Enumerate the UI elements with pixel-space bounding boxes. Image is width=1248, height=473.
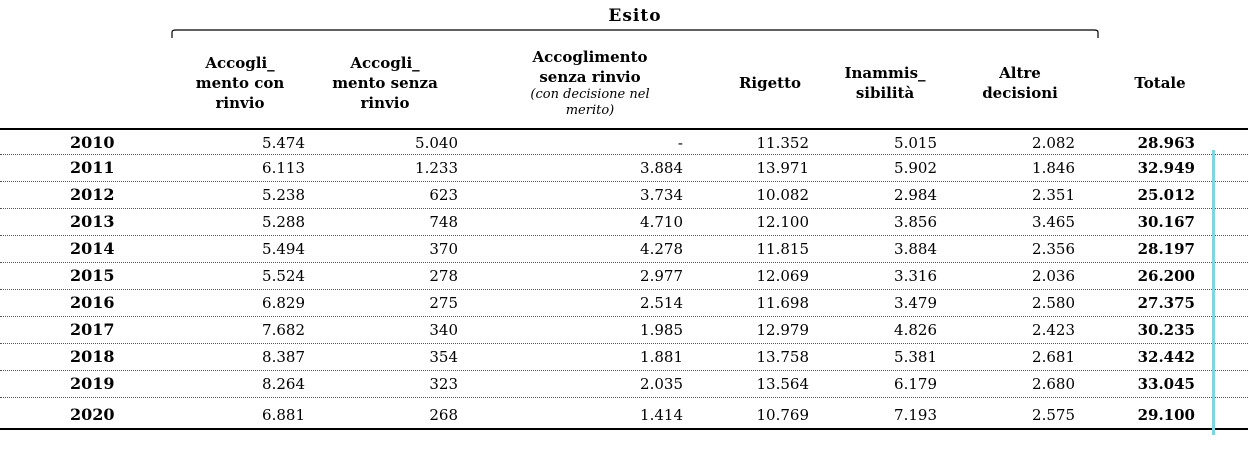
cell-con-rinvio: 7.682 bbox=[262, 321, 305, 339]
row-year: 2011 bbox=[70, 158, 115, 177]
cell-inammissibilita: 5.381 bbox=[894, 348, 937, 366]
cell-inammissibilita: 3.479 bbox=[894, 294, 937, 312]
cell-con-rinvio: 5.238 bbox=[262, 186, 305, 204]
cell-totale: 33.045 bbox=[1137, 375, 1195, 393]
table-title-text: Esito bbox=[608, 6, 662, 26]
table-row bbox=[0, 182, 1248, 209]
cell-senza-rinvio: 370 bbox=[429, 240, 458, 258]
right-accent-line bbox=[1212, 150, 1215, 435]
cell-inammissibilita: 5.902 bbox=[894, 159, 937, 177]
col-header-line: rinvio bbox=[215, 94, 265, 112]
table-row bbox=[0, 317, 1248, 344]
table-row bbox=[0, 128, 1248, 155]
cell-merito: 3.734 bbox=[640, 186, 683, 204]
col-header-line: mento con bbox=[195, 74, 285, 92]
cell-totale: 29.100 bbox=[1137, 406, 1195, 424]
cell-merito: 2.977 bbox=[640, 267, 683, 285]
cell-con-rinvio: 6.829 bbox=[262, 294, 305, 312]
cell-con-rinvio: 8.264 bbox=[262, 375, 305, 393]
cell-rigetto: 12.100 bbox=[756, 213, 809, 231]
row-year: 2015 bbox=[70, 266, 115, 285]
cell-con-rinvio: 5.494 bbox=[262, 240, 305, 258]
cell-altre: 2.680 bbox=[1032, 375, 1075, 393]
col-header-line: decisioni bbox=[982, 84, 1058, 102]
cell-rigetto: 11.698 bbox=[756, 294, 809, 312]
cell-inammissibilita: 2.984 bbox=[894, 186, 937, 204]
cell-senza-rinvio: 268 bbox=[429, 406, 458, 424]
table-body bbox=[0, 128, 1248, 430]
cell-senza-rinvio: 1.233 bbox=[415, 159, 458, 177]
row-year: 2018 bbox=[70, 347, 115, 366]
table-row bbox=[0, 401, 1248, 430]
col-header-line: Inammis_ bbox=[844, 64, 926, 82]
cell-con-rinvio: 8.387 bbox=[262, 348, 305, 366]
cell-senza-rinvio: 275 bbox=[429, 294, 458, 312]
cell-con-rinvio: 6.113 bbox=[262, 159, 305, 177]
col-header-accoglimento-senza-rinvio bbox=[320, 46, 450, 120]
cell-inammissibilita: 3.884 bbox=[894, 240, 937, 258]
cell-altre: 1.846 bbox=[1032, 159, 1075, 177]
cell-con-rinvio: 6.881 bbox=[262, 406, 305, 424]
col-header-line: sibilità bbox=[855, 84, 915, 102]
cell-merito: 2.514 bbox=[640, 294, 683, 312]
col-header-note: (con decisione nel merito) bbox=[530, 87, 650, 118]
cell-altre: 2.036 bbox=[1032, 267, 1075, 285]
col-header-altre-decisioni bbox=[960, 46, 1080, 120]
cell-rigetto: 12.069 bbox=[756, 267, 809, 285]
col-header-rigetto bbox=[715, 46, 825, 120]
cell-merito: - bbox=[677, 134, 683, 152]
cell-totale: 25.012 bbox=[1137, 186, 1195, 204]
cell-merito: 2.035 bbox=[640, 375, 683, 393]
table-row bbox=[0, 263, 1248, 290]
cell-totale: 28.197 bbox=[1137, 240, 1195, 258]
cell-totale: 32.949 bbox=[1137, 159, 1195, 177]
cell-rigetto: 13.971 bbox=[756, 159, 809, 177]
cell-altre: 2.681 bbox=[1032, 348, 1075, 366]
cell-merito: 1.881 bbox=[640, 348, 683, 366]
table-row bbox=[0, 236, 1248, 263]
cell-senza-rinvio: 323 bbox=[429, 375, 458, 393]
cell-rigetto: 13.758 bbox=[756, 348, 809, 366]
table-row bbox=[0, 209, 1248, 236]
cell-con-rinvio: 5.474 bbox=[262, 134, 305, 152]
cell-merito: 4.710 bbox=[640, 213, 683, 231]
cell-rigetto: 11.815 bbox=[756, 240, 809, 258]
cell-rigetto: 10.082 bbox=[756, 186, 809, 204]
cell-altre: 2.423 bbox=[1032, 321, 1075, 339]
row-year: 2010 bbox=[70, 133, 115, 152]
cell-inammissibilita: 7.193 bbox=[894, 406, 937, 424]
table-row bbox=[0, 290, 1248, 317]
table-row bbox=[0, 371, 1248, 398]
table-row bbox=[0, 344, 1248, 371]
cell-totale: 30.235 bbox=[1137, 321, 1195, 339]
cell-altre: 2.580 bbox=[1032, 294, 1075, 312]
header-brace bbox=[170, 29, 1100, 39]
cell-senza-rinvio: 623 bbox=[429, 186, 458, 204]
col-header-line: Totale bbox=[1134, 74, 1186, 92]
table-header bbox=[0, 46, 1248, 120]
cell-con-rinvio: 5.524 bbox=[262, 267, 305, 285]
col-header-line: mento senza bbox=[332, 74, 438, 92]
col-header-line: Altre bbox=[999, 64, 1041, 82]
cell-senza-rinvio: 278 bbox=[429, 267, 458, 285]
cell-altre: 2.082 bbox=[1032, 134, 1075, 152]
row-year: 2014 bbox=[70, 239, 115, 258]
cell-altre: 3.465 bbox=[1032, 213, 1075, 231]
cell-rigetto: 13.564 bbox=[756, 375, 809, 393]
cell-totale: 32.442 bbox=[1137, 348, 1195, 366]
cell-senza-rinvio: 748 bbox=[429, 213, 458, 231]
cell-inammissibilita: 3.316 bbox=[894, 267, 937, 285]
row-year: 2019 bbox=[70, 374, 115, 393]
cell-merito: 4.278 bbox=[640, 240, 683, 258]
row-year: 2013 bbox=[70, 212, 115, 231]
row-year: 2012 bbox=[70, 185, 115, 204]
cell-inammissibilita: 3.856 bbox=[894, 213, 937, 231]
cell-altre: 2.356 bbox=[1032, 240, 1075, 258]
col-header-line: Rigetto bbox=[738, 74, 802, 92]
cell-altre: 2.351 bbox=[1032, 186, 1075, 204]
col-header-accoglimento-merito bbox=[495, 46, 685, 120]
cell-totale: 27.375 bbox=[1137, 294, 1195, 312]
row-year: 2016 bbox=[70, 293, 115, 312]
cell-totale: 26.200 bbox=[1137, 267, 1195, 285]
cell-merito: 1.985 bbox=[640, 321, 683, 339]
cell-altre: 2.575 bbox=[1032, 406, 1075, 424]
row-year: 2017 bbox=[70, 320, 115, 339]
cell-inammissibilita: 6.179 bbox=[894, 375, 937, 393]
cell-rigetto: 11.352 bbox=[756, 134, 809, 152]
col-header-line: Accogli_ bbox=[350, 54, 420, 72]
cell-rigetto: 10.769 bbox=[756, 406, 809, 424]
row-year: 2020 bbox=[70, 405, 115, 424]
col-header-inammissibilita bbox=[830, 46, 940, 120]
cell-senza-rinvio: 354 bbox=[429, 348, 458, 366]
col-header-line: rinvio bbox=[360, 94, 410, 112]
cell-merito: 3.884 bbox=[640, 159, 683, 177]
col-header-accoglimento-con-rinvio bbox=[180, 46, 300, 120]
cell-inammissibilita: 5.015 bbox=[894, 134, 937, 152]
col-header-line: Accoglimento bbox=[532, 48, 648, 66]
col-header-line: senza rinvio bbox=[539, 68, 641, 86]
cell-inammissibilita: 4.826 bbox=[894, 321, 937, 339]
col-header-line: Accogli_ bbox=[205, 54, 275, 72]
cell-senza-rinvio: 5.040 bbox=[415, 134, 458, 152]
table-row bbox=[0, 155, 1248, 182]
cell-totale: 30.167 bbox=[1137, 213, 1195, 231]
cell-rigetto: 12.979 bbox=[756, 321, 809, 339]
cell-con-rinvio: 5.288 bbox=[262, 213, 305, 231]
cell-senza-rinvio: 340 bbox=[429, 321, 458, 339]
cell-merito: 1.414 bbox=[640, 406, 683, 424]
col-header-totale bbox=[1110, 46, 1210, 120]
cell-totale: 28.963 bbox=[1137, 134, 1195, 152]
